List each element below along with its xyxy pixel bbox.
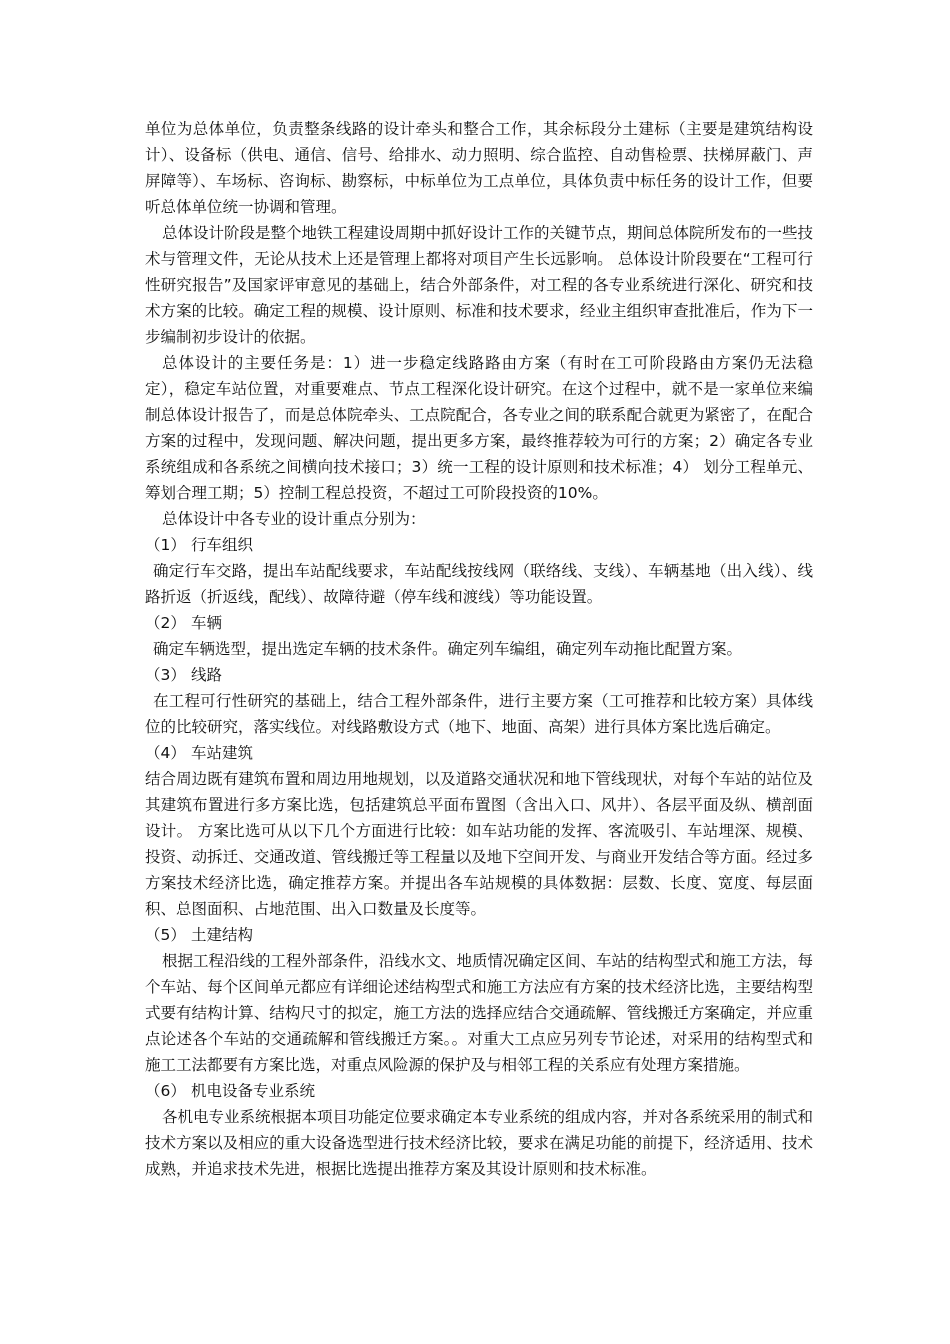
- section-heading-6: [145, 1078, 813, 1104]
- paragraph-overall-design-stage: 总体设计阶段是整个地铁工程建设周期中抓好设计工作的关键节点，期间总体院所发布的一些技术与管理文件，无论从技术上还是管理上都将对项目产生长远影响。 总体设计阶段要在“工程可行性研究报告”及国家评审意见的基础上，结合外部条件，对工程的各专业系统进行深化、研究和技术方案的比较。确定工程的规模、设计原则、标准和技术要求，经业主组织审查批准后，作为下一步编制初步设计的依据。: [145, 224, 814, 346]
- paragraph-intro: 单位为总体单位，负责整条线路的设计牵头和整合工作，其余标段分土建标（主要是建筑结构设计）、设备标（供电、通信、信号、给排水、动力照明、综合监控、自动售检票、扶梯屏蔽门、声屏障等）、车场标、咨询标、勘察标，中标单位为工点单位，具体负责中标任务的设计工作，但要听总体单位统一协调和管理。: [145, 120, 813, 216]
- section-body-2: 确定车辆选型，提出选定车辆的技术条件。确定列车编组，确定列车动拖比配置方案。: [153, 640, 743, 658]
- paragraph-design-focus-intro: 总体设计中各专业的设计重点分别为：: [162, 510, 426, 528]
- section-number: （6）: [145, 1082, 186, 1100]
- section-title: 车辆: [191, 614, 223, 632]
- section-number: （5）: [145, 926, 186, 944]
- section-title: 线路: [191, 666, 223, 684]
- section-body-3: 在工程可行性研究的基础上，结合工程外部条件，进行主要方案（工可推荐和比较方案）具体线位的比较研究，落实线位。对线路敷设方式（地下、地面、高架）进行具体方案比选后确定。: [145, 692, 813, 736]
- section-heading-5: [145, 922, 813, 948]
- section-body-1: 确定行车交路，提出车站配线要求，车站配线按线网（联络线、支线）、车辆基地（出入线）、线路折返（折返线，配线）、故障待避（停车线和渡线）等功能设置。: [145, 562, 813, 606]
- document-body: [145, 116, 813, 1182]
- section-body-4: 结合周边既有建筑布置和周边用地规划，以及道路交通状况和地下管线现状，对每个车站的站位及其建筑布置进行多方案比选，包括建筑总平面布置图（含出入口、风井）、各层平面及纵、横剖面设计。 方案比选可从以下几个方面进行比较：如车站功能的发挥、客流吸引、车站埋深、规模、投资、动拆迁、交通改道、管线搬迁等工程量以及地下空间开发、与商业开发结合等方面。经过多方案技术经济比选，确定推荐方案。并提出各车站规模的具体数据：层数、长度、宽度、每层面积、总图面积、占地范围、出入口数量及长度等。: [145, 770, 813, 918]
- section-title: 机电设备专业系统: [191, 1082, 316, 1100]
- section-body-5: 根据工程沿线的工程外部条件，沿线水文、地质情况确定区间、车站的结构型式和施工方法，每个车站、每个区间单元都应有详细论述结构型式和施工方法应有方案的技术经济比选，主要结构型式要有结构计算、结构尺寸的拟定，施工方法的选择应结合交通疏解、管线搬迁方案确定，并应重点论述各个车站的交通疏解和管线搬迁方案。。对重大工点应另列专节论述，对采用的结构型式和施工工法都要有方案比选，对重点风险源的保护及与相邻工程的关系应有处理方案措施。: [145, 952, 814, 1074]
- section-number: （2）: [145, 614, 186, 632]
- section-number: （3）: [145, 666, 186, 684]
- section-title: 土建结构: [191, 926, 254, 944]
- section-title: 车站建筑: [191, 744, 254, 762]
- section-number: （4）: [145, 744, 186, 762]
- section-number: （1）: [145, 536, 186, 554]
- section-heading-1: [145, 532, 813, 558]
- section-body-6: 各机电专业系统根据本项目功能定位要求确定本专业系统的组成内容，并对各系统采用的制式和技术方案以及相应的重大设备选型进行技术经济比较，要求在满足功能的前提下，经济适用、技术成熟，并追求技术先进，根据比选提出推荐方案及其设计原则和技术标准。: [145, 1108, 814, 1178]
- section-heading-3: [145, 662, 813, 688]
- section-title: 行车组织: [191, 536, 254, 554]
- paragraph-main-tasks: 总体设计的主要任务是：1）进一步稳定线路路由方案（有时在工可阶段路由方案仍无法稳定），稳定车站位置，对重要难点、节点工程深化设计研究。在这个过程中，就不是一家单位来编制总体设计报告了，而是总体院牵头、工点院配合，各专业之间的联系配合就更为紧密了，在配合方案的过程中，发现问题、解决问题，提出更多方案，最终推荐较为可行的方案；2）确定各专业系统组成和各系统之间横向技术接口；3）统一工程的设计原则和技术标准；4） 划分工程单元、筹划合理工期；5）控制工程总投资，不超过工可阶段投资的10%。: [145, 354, 813, 502]
- section-heading-2: [145, 610, 813, 636]
- section-heading-4: [145, 740, 813, 766]
